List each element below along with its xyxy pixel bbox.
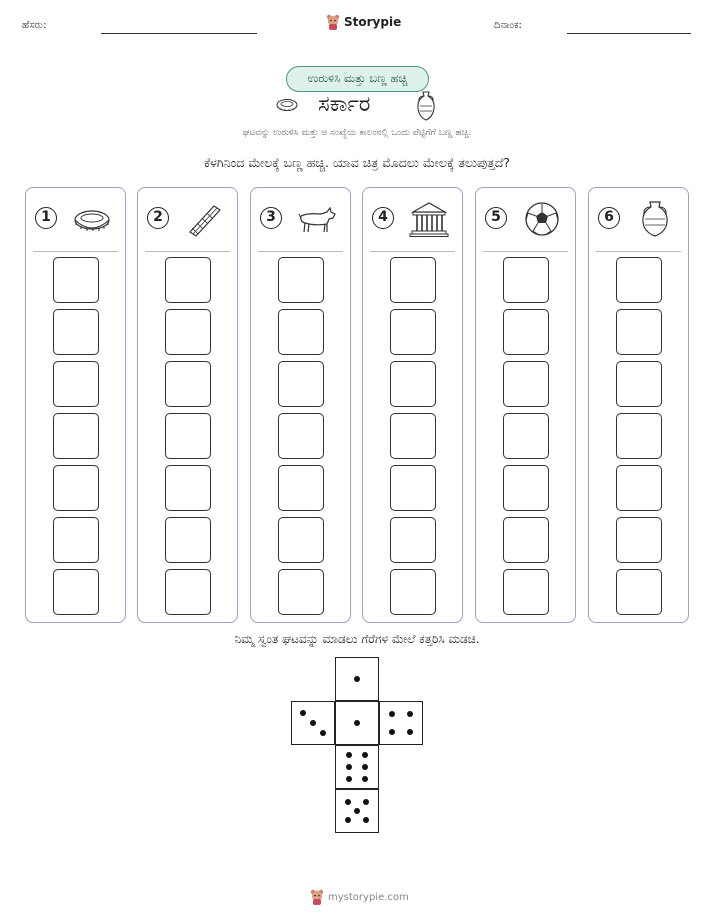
color-box[interactable] — [53, 413, 99, 459]
color-box[interactable] — [503, 361, 549, 407]
die-pip — [354, 676, 360, 682]
footer — [310, 889, 409, 905]
color-box[interactable] — [165, 569, 211, 615]
color-box[interactable] — [278, 465, 324, 511]
color-box[interactable] — [278, 413, 324, 459]
footer-site: mystorypie.com — [328, 891, 409, 903]
die-pip — [389, 711, 395, 717]
color-box[interactable] — [390, 413, 436, 459]
bear-logo-icon — [310, 889, 324, 905]
column-number: 2 — [147, 207, 169, 229]
brand-logo — [326, 14, 401, 30]
color-box[interactable] — [53, 465, 99, 511]
color-box[interactable] — [390, 569, 436, 615]
color-box[interactable] — [616, 361, 662, 407]
die-pip — [363, 817, 369, 823]
color-box[interactable] — [390, 361, 436, 407]
colosseum-icon — [72, 200, 112, 238]
activity-pill: ಉರುಳಿಸಿ ಮತ್ತು ಬಣ್ಣ ಹಚ್ಚಿ — [286, 66, 429, 92]
column-6 — [588, 187, 689, 623]
color-box[interactable] — [53, 257, 99, 303]
column-divider — [483, 251, 568, 252]
amphora-icon — [414, 90, 438, 122]
color-box[interactable] — [165, 517, 211, 563]
column-divider — [145, 251, 230, 252]
bear-logo-icon — [326, 14, 340, 30]
color-box[interactable] — [503, 309, 549, 355]
color-box[interactable] — [616, 569, 662, 615]
column-divider — [596, 251, 681, 252]
color-box[interactable] — [616, 413, 662, 459]
color-box[interactable] — [503, 413, 549, 459]
ox-icon — [297, 200, 337, 238]
die-pip — [346, 752, 352, 758]
column-number: 1 — [35, 207, 57, 229]
column-number: 4 — [372, 207, 394, 229]
color-box[interactable] — [53, 309, 99, 355]
color-box[interactable] — [503, 569, 549, 615]
die-face — [291, 701, 335, 745]
cutout-instruction: ನಿಮ್ಮ ಸ್ವಂತ ಘಟವನ್ನು ಮಾಡಲು ಗೆರೆಗಳ ಮೇಲೆ ಕತ್ತರಿಸಿ ಮಡಚಿ. — [234, 632, 480, 646]
color-box[interactable] — [53, 569, 99, 615]
color-box[interactable] — [278, 517, 324, 563]
die-face — [335, 701, 379, 745]
die-face — [335, 745, 379, 789]
column-4 — [362, 187, 463, 623]
column-number: 6 — [598, 207, 620, 229]
color-box[interactable] — [390, 517, 436, 563]
die-pip — [389, 729, 395, 735]
die-pip — [362, 752, 368, 758]
page-title: ಸರ್ಕಾರ — [318, 92, 371, 117]
die-pip — [310, 720, 316, 726]
color-box[interactable] — [616, 465, 662, 511]
column-divider — [258, 251, 343, 252]
die-pip — [407, 711, 413, 717]
column-1 — [25, 187, 126, 623]
brand-name: Storypie — [344, 15, 402, 29]
die-pip — [345, 817, 351, 823]
column-5 — [475, 187, 576, 623]
color-box[interactable] — [53, 361, 99, 407]
color-box[interactable] — [278, 361, 324, 407]
color-box[interactable] — [616, 309, 662, 355]
color-box[interactable] — [503, 257, 549, 303]
color-box[interactable] — [165, 465, 211, 511]
color-box[interactable] — [503, 517, 549, 563]
color-box[interactable] — [53, 517, 99, 563]
die-pip — [346, 764, 352, 770]
color-box[interactable] — [278, 569, 324, 615]
column-3 — [250, 187, 351, 623]
die-pip — [346, 776, 352, 782]
soccer-ball-icon — [522, 200, 562, 238]
die-pip — [354, 808, 360, 814]
color-box[interactable] — [390, 257, 436, 303]
name-label: ಹೆಸರು: — [22, 20, 47, 31]
date-line[interactable] — [567, 33, 691, 34]
color-box[interactable] — [390, 309, 436, 355]
name-line[interactable] — [101, 33, 257, 34]
color-box[interactable] — [278, 257, 324, 303]
color-box[interactable] — [165, 309, 211, 355]
instruction-subtitle: ಘಟವನ್ನು ಉರುಳಿಸಿ ಮತ್ತು ಆ ಸಂಖ್ಯೆಯ ಕಾಲಂನಲ್ಲಿ ಒಂದು ಪೆಟ್ಟಿಗೆಗೆ ಬಣ್ಣ ಹಚ್ಚಿ. — [242, 128, 472, 138]
die-pip — [407, 729, 413, 735]
die-pip — [363, 799, 369, 805]
color-box[interactable] — [165, 413, 211, 459]
color-box[interactable] — [165, 361, 211, 407]
column-number: 5 — [485, 207, 507, 229]
die-pip — [300, 710, 306, 716]
column-number: 3 — [260, 207, 282, 229]
color-box[interactable] — [278, 309, 324, 355]
column-divider — [370, 251, 455, 252]
date-label: ದಿನಾಂಕ: — [494, 20, 522, 31]
color-box[interactable] — [390, 465, 436, 511]
die-pip — [320, 730, 326, 736]
column-2 — [137, 187, 238, 623]
color-box[interactable] — [165, 257, 211, 303]
die-pip — [362, 764, 368, 770]
die-face — [335, 657, 379, 701]
temple-icon — [409, 200, 449, 238]
amphora-icon — [635, 200, 675, 238]
column-divider — [33, 251, 118, 252]
color-box[interactable] — [503, 465, 549, 511]
die-pip — [354, 720, 360, 726]
question-text: ಕೆಳಗಿನಿಂದ ಮೇಲಕ್ಕೆ ಬಣ್ಣ ಹಚ್ಚಿ. ಯಾವ ಚಿತ್ರ ಮೊದಲು ಮೇಲಕ್ಕೆ ತಲುಪುತ್ತದೆ? — [203, 155, 511, 170]
die-pip — [362, 776, 368, 782]
colosseum-icon — [276, 98, 298, 112]
color-box[interactable] — [616, 517, 662, 563]
die-face — [335, 789, 379, 833]
color-box[interactable] — [616, 257, 662, 303]
die-face — [379, 701, 423, 745]
die-pip — [345, 799, 351, 805]
aqueduct-icon — [184, 200, 224, 238]
